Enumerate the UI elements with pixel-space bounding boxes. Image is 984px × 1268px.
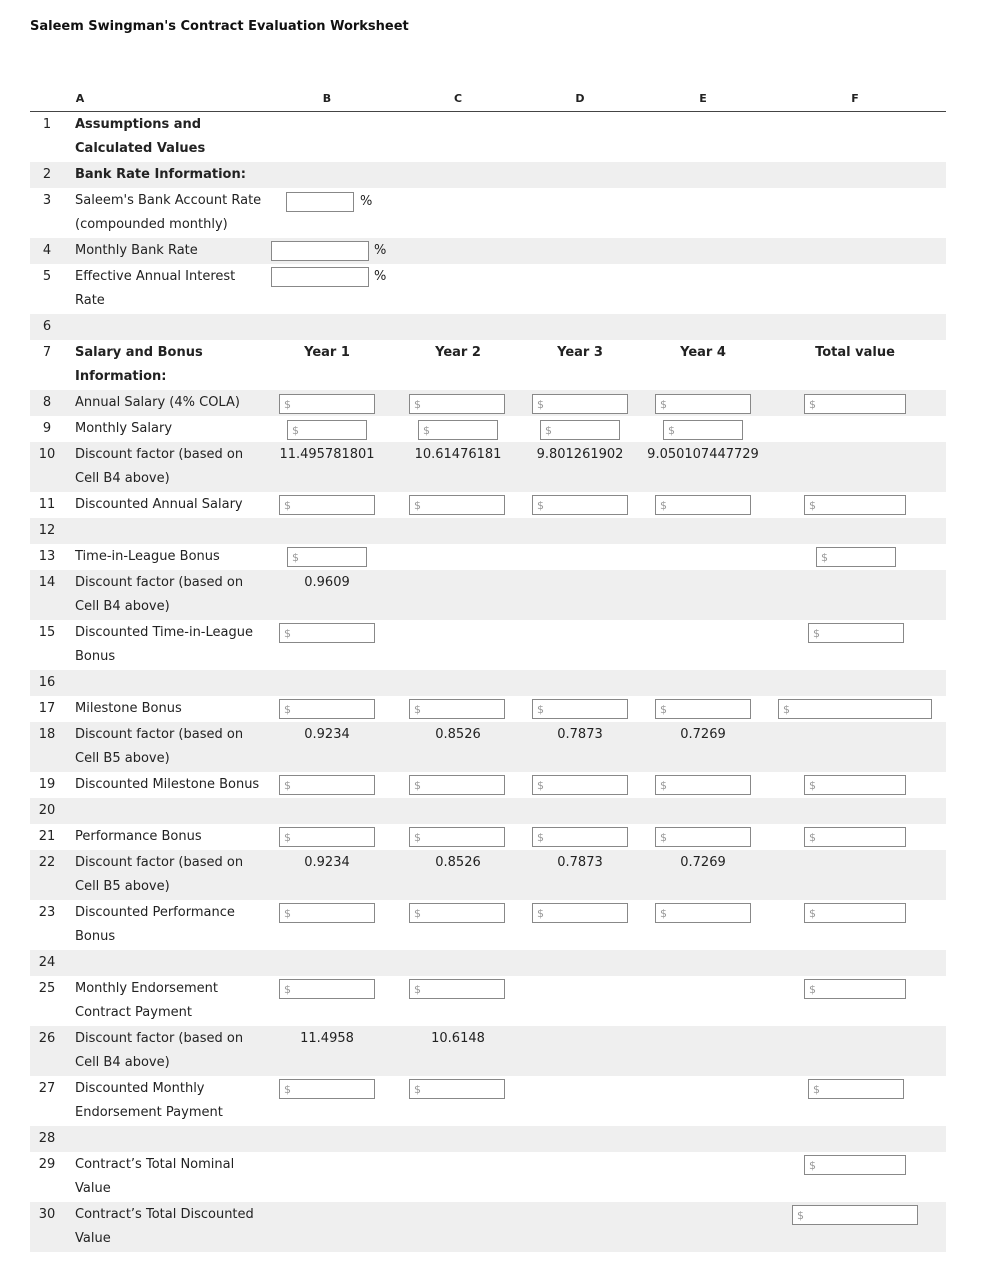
year-1-header: Year 1 bbox=[304, 345, 350, 360]
discounted-performance-year3-input[interactable] bbox=[532, 903, 628, 923]
discounted-salary-year2-input[interactable] bbox=[409, 495, 505, 515]
row-25 bbox=[30, 976, 946, 1026]
discount-factor-b10: 11.495781801 bbox=[279, 447, 375, 462]
row-number: 25 bbox=[38, 981, 56, 996]
worksheet-table bbox=[30, 86, 946, 1252]
row-label: Discounted Monthly Endorsement Payment bbox=[75, 1081, 223, 1120]
row-label: Discount factor (based on Cell B5 above) bbox=[75, 855, 244, 894]
row-6 bbox=[30, 314, 946, 340]
row-3 bbox=[30, 188, 946, 238]
row-number: 9 bbox=[42, 421, 52, 436]
row-number: 21 bbox=[38, 829, 56, 844]
bank-rate-input[interactable] bbox=[286, 192, 354, 212]
discount-factor-c10: 10.61476181 bbox=[414, 447, 502, 462]
row-number: 20 bbox=[38, 803, 56, 818]
row-number: 28 bbox=[38, 1131, 56, 1146]
discount-factor-e22: 0.7269 bbox=[680, 855, 726, 870]
discount-factor-d18: 0.7873 bbox=[557, 727, 603, 742]
annual-salary-total-input[interactable] bbox=[804, 394, 906, 414]
row-label: Discount factor (based on Cell B4 above) bbox=[75, 1031, 244, 1070]
row-24 bbox=[30, 950, 946, 976]
discount-factor-e18: 0.7269 bbox=[680, 727, 726, 742]
discounted-salary-year4-input[interactable] bbox=[655, 495, 751, 515]
column-header-a: A bbox=[75, 92, 85, 105]
discount-factor-c18: 0.8526 bbox=[435, 727, 481, 742]
row-20 bbox=[30, 798, 946, 824]
discounted-salary-total-input[interactable] bbox=[804, 495, 906, 515]
row-17 bbox=[30, 696, 946, 722]
discount-factor-c26: 10.6148 bbox=[431, 1031, 485, 1046]
row-label: Effective Annual Interest Rate bbox=[75, 269, 236, 308]
time-in-league-bonus-year1-input[interactable] bbox=[287, 547, 367, 567]
row-number: 26 bbox=[38, 1031, 56, 1046]
total-value-header: Total value bbox=[815, 345, 895, 360]
discounted-salary-year3-input[interactable] bbox=[532, 495, 628, 515]
monthly-salary-year3-input[interactable] bbox=[540, 420, 620, 440]
row-number: 11 bbox=[38, 497, 56, 512]
row-number: 14 bbox=[38, 575, 56, 590]
discount-factor-b22: 0.9234 bbox=[304, 855, 350, 870]
endorsement-year1-input[interactable] bbox=[279, 979, 375, 999]
row-number: 17 bbox=[38, 701, 56, 716]
effective-annual-rate-input[interactable] bbox=[271, 267, 369, 287]
row-number: 29 bbox=[38, 1157, 56, 1172]
year-3-header: Year 3 bbox=[557, 345, 603, 360]
year-2-header: Year 2 bbox=[435, 345, 481, 360]
row-4 bbox=[30, 238, 946, 264]
annual-salary-year1-input[interactable] bbox=[279, 394, 375, 414]
row-27 bbox=[30, 1076, 946, 1126]
row-number: 27 bbox=[38, 1081, 56, 1096]
row-label: Bank Rate Information: bbox=[75, 167, 246, 182]
row-8 bbox=[30, 390, 946, 416]
row-number: 18 bbox=[38, 727, 56, 742]
monthly-salary-year2-input[interactable] bbox=[418, 420, 498, 440]
row-label: Discount factor (based on Cell B4 above) bbox=[75, 447, 244, 486]
row-1 bbox=[30, 112, 946, 162]
row-label: Performance Bonus bbox=[75, 829, 202, 844]
row-28 bbox=[30, 1126, 946, 1152]
row-11 bbox=[30, 492, 946, 518]
row-15 bbox=[30, 620, 946, 670]
row-26 bbox=[30, 1026, 946, 1076]
row-number: 15 bbox=[38, 625, 56, 640]
time-in-league-bonus-total-input[interactable] bbox=[816, 547, 896, 567]
column-header-f: F bbox=[851, 92, 859, 105]
annual-salary-year2-input[interactable] bbox=[409, 394, 505, 414]
row-label: Contract’s Total Nominal Value bbox=[75, 1157, 235, 1196]
row-label: Salary and Bonus Information: bbox=[75, 345, 203, 384]
row-number: 24 bbox=[38, 955, 56, 970]
discounted-milestone-year3-input[interactable] bbox=[532, 775, 628, 795]
percent-sign: % bbox=[360, 194, 373, 209]
row-number: 6 bbox=[42, 319, 52, 334]
endorsement-year2-input[interactable] bbox=[409, 979, 505, 999]
row-14 bbox=[30, 570, 946, 620]
discounted-performance-total-input[interactable] bbox=[804, 903, 906, 923]
discounted-time-bonus-year1-input[interactable] bbox=[279, 623, 375, 643]
discounted-performance-year1-input[interactable] bbox=[279, 903, 375, 923]
worksheet-title: Saleem Swingman's Contract Evaluation Worksheet bbox=[30, 19, 409, 34]
row-number: 1 bbox=[42, 117, 52, 132]
discount-factor-e10: 9.050107447729 bbox=[647, 447, 759, 462]
row-19 bbox=[30, 772, 946, 798]
row-16 bbox=[30, 670, 946, 696]
row-number: 13 bbox=[38, 549, 56, 564]
row-number: 5 bbox=[42, 269, 52, 284]
discounted-milestone-total-input[interactable] bbox=[804, 775, 906, 795]
milestone-bonus-total-input[interactable] bbox=[778, 699, 932, 719]
row-number: 16 bbox=[38, 675, 56, 690]
row-label: Discount factor (based on Cell B5 above) bbox=[75, 727, 244, 766]
row-label: Saleem's Bank Account Rate (compounded monthly) bbox=[75, 193, 262, 232]
annual-salary-year4-input[interactable] bbox=[655, 394, 751, 414]
discount-factor-c22: 0.8526 bbox=[435, 855, 481, 870]
endorsement-total-input[interactable] bbox=[804, 979, 906, 999]
column-header-d: D bbox=[575, 92, 585, 105]
row-9 bbox=[30, 416, 946, 442]
row-13 bbox=[30, 544, 946, 570]
row-12 bbox=[30, 518, 946, 544]
column-header-b: B bbox=[322, 92, 332, 105]
row-label: Milestone Bonus bbox=[75, 701, 182, 716]
row-29 bbox=[30, 1152, 946, 1202]
total-discounted-value-input[interactable] bbox=[792, 1205, 918, 1225]
row-18 bbox=[30, 722, 946, 772]
row-number: 2 bbox=[42, 167, 52, 182]
row-label: Discounted Annual Salary bbox=[75, 497, 243, 512]
row-7 bbox=[30, 340, 946, 390]
discounted-milestone-year2-input[interactable] bbox=[409, 775, 505, 795]
row-number: 4 bbox=[42, 243, 52, 258]
discounted-milestone-year1-input[interactable] bbox=[279, 775, 375, 795]
row-number: 30 bbox=[38, 1207, 56, 1222]
total-nominal-value-input[interactable] bbox=[804, 1155, 906, 1175]
discounted-time-bonus-total-input[interactable] bbox=[808, 623, 904, 643]
performance-bonus-year2-input[interactable] bbox=[409, 827, 505, 847]
discounted-salary-year1-input[interactable] bbox=[279, 495, 375, 515]
row-number: 12 bbox=[38, 523, 56, 538]
monthly-bank-rate-input[interactable] bbox=[271, 241, 369, 261]
row-21 bbox=[30, 824, 946, 850]
row-label: Monthly Bank Rate bbox=[75, 243, 198, 258]
row-label: Monthly Endorsement Contract Payment bbox=[75, 981, 218, 1020]
row-label: Assumptions and Calculated Values bbox=[75, 117, 206, 156]
discount-factor-d22: 0.7873 bbox=[557, 855, 603, 870]
discounted-endorsement-year1-input[interactable] bbox=[279, 1079, 375, 1099]
performance-bonus-year4-input[interactable] bbox=[655, 827, 751, 847]
monthly-salary-year4-input[interactable] bbox=[663, 420, 743, 440]
row-label: Discounted Milestone Bonus bbox=[75, 777, 260, 792]
column-header-e: E bbox=[699, 92, 707, 105]
row-30 bbox=[30, 1202, 946, 1252]
row-number: 22 bbox=[38, 855, 56, 870]
performance-bonus-year3-input[interactable] bbox=[532, 827, 628, 847]
performance-bonus-year1-input[interactable] bbox=[279, 827, 375, 847]
row-number: 19 bbox=[38, 777, 56, 792]
row-label: Discounted Performance Bonus bbox=[75, 905, 235, 944]
row-label: Discount factor (based on Cell B4 above) bbox=[75, 575, 244, 614]
milestone-bonus-year2-input[interactable] bbox=[409, 699, 505, 719]
annual-salary-year3-input[interactable] bbox=[532, 394, 628, 414]
discounted-performance-year2-input[interactable] bbox=[409, 903, 505, 923]
row-number: 7 bbox=[42, 345, 52, 360]
milestone-bonus-year3-input[interactable] bbox=[532, 699, 628, 719]
discount-factor-d10: 9.801261902 bbox=[536, 447, 624, 462]
row-number: 10 bbox=[38, 447, 56, 462]
column-header-row bbox=[30, 86, 946, 112]
row-label: Discounted Time-in-League Bonus bbox=[75, 625, 253, 664]
milestone-bonus-year4-input[interactable] bbox=[655, 699, 751, 719]
discounted-endorsement-year2-input[interactable] bbox=[409, 1079, 505, 1099]
row-5 bbox=[30, 264, 946, 314]
row-number: 3 bbox=[42, 193, 52, 208]
row-label: Time-in-League Bonus bbox=[75, 549, 220, 564]
milestone-bonus-year1-input[interactable] bbox=[279, 699, 375, 719]
row-number: 8 bbox=[42, 395, 52, 410]
discounted-endorsement-total-input[interactable] bbox=[808, 1079, 904, 1099]
row-label: Contract’s Total Discounted Value bbox=[75, 1207, 254, 1246]
discount-factor-b26: 11.4958 bbox=[300, 1031, 354, 1046]
percent-sign: % bbox=[374, 243, 387, 258]
row-23 bbox=[30, 900, 946, 950]
discounted-milestone-year4-input[interactable] bbox=[655, 775, 751, 795]
percent-sign: % bbox=[374, 269, 387, 284]
row-label: Annual Salary (4% COLA) bbox=[75, 395, 240, 410]
monthly-salary-year1-input[interactable] bbox=[287, 420, 367, 440]
discount-factor-b18: 0.9234 bbox=[304, 727, 350, 742]
performance-bonus-total-input[interactable] bbox=[804, 827, 906, 847]
year-4-header: Year 4 bbox=[680, 345, 726, 360]
row-10 bbox=[30, 442, 946, 492]
row-22 bbox=[30, 850, 946, 900]
row-2 bbox=[30, 162, 946, 188]
row-label: Monthly Salary bbox=[75, 421, 173, 436]
discounted-performance-year4-input[interactable] bbox=[655, 903, 751, 923]
row-number: 23 bbox=[38, 905, 56, 920]
column-header-c: C bbox=[453, 92, 463, 105]
discount-factor-b14: 0.9609 bbox=[304, 575, 350, 590]
